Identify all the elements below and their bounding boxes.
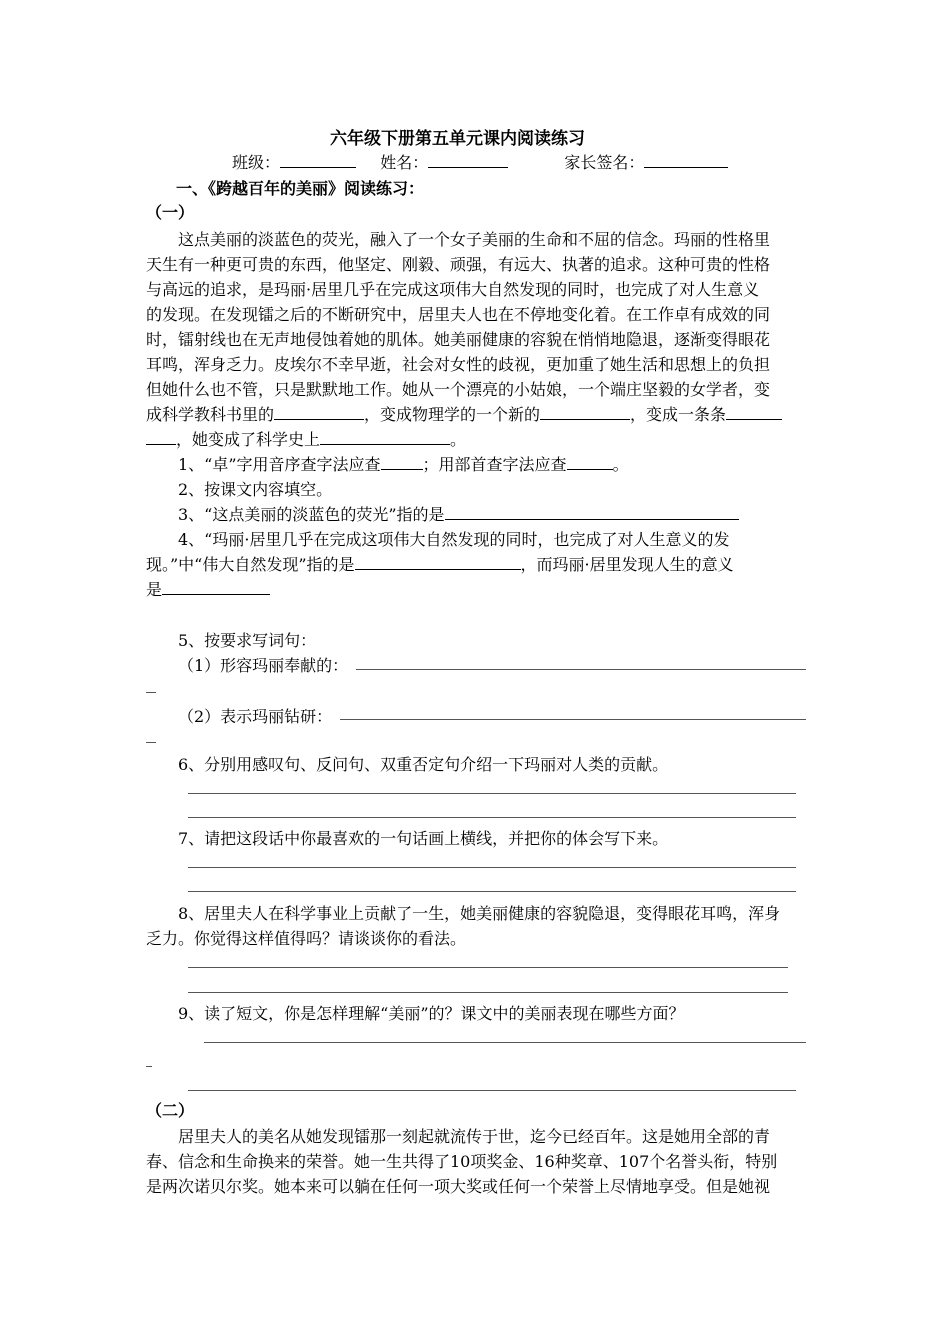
question-5-2: （2）表示玛丽钻研： — [178, 707, 333, 726]
passage-line: 的发现。在发现镭之后的不断研究中，居里夫人也在不停地变化着。在工作卓有成效的同 — [146, 305, 771, 324]
answer-line[interactable] — [188, 1090, 796, 1091]
answer-line[interactable] — [340, 719, 806, 720]
question-8-line: 8、居里夫人在科学事业上贡献了一生，她美丽健康的容貌隐退，变得眼花耳鸣，浑身 — [178, 904, 781, 923]
question-5-1: （1）形容玛丽奉献的： — [178, 656, 349, 675]
passage-fill-line — [146, 404, 782, 426]
answer-line[interactable] — [356, 669, 806, 670]
question-8-line: 乏力。你觉得这样值得吗？请谈谈你的看法。 — [146, 929, 467, 948]
answer-blank[interactable] — [381, 455, 423, 470]
answer-blank[interactable] — [162, 580, 270, 595]
question-6: 6、分别用感叹句、反问句、双重否定句介绍一下玛丽对人类的贡献。 — [178, 755, 669, 774]
part-two-label: （二） — [146, 1101, 195, 1120]
parent-signature-label: 家长签名： — [564, 153, 645, 172]
passage-text: ，她变成了科学史上 — [176, 430, 321, 449]
question-4-line: 4、“玛丽·居里几乎在完成这项伟大自然发现的同时，也完成了对人生意义的发 — [178, 530, 730, 549]
question-2: 2、按课文内容填空。 — [178, 480, 333, 499]
parent-signature-field[interactable] — [644, 153, 728, 168]
passage-text: ，变成一条条 — [630, 405, 727, 424]
passage-line: 时，镭射线也在无声地侵蚀着她的肌体。她美丽健康的容貌在悄悄地隐退，逐渐变得眼花 — [146, 330, 771, 349]
answer-line[interactable] — [146, 742, 156, 743]
question-text: 1、“卓”字用音序查字法应查 — [178, 455, 381, 474]
passage-line: 天生有一种更可贵的东西，他坚定、刚毅、顽强，有远大、执著的追求。这种可贵的性格 — [146, 255, 771, 274]
fill-blank[interactable] — [274, 405, 364, 420]
answer-line[interactable] — [146, 692, 156, 693]
answer-blank[interactable] — [355, 555, 521, 570]
passage-line: 但她什么也不管，只是默默地工作。她从一个漂亮的小姑娘，一个端庄坚毅的女学者，变 — [146, 380, 771, 399]
answer-line[interactable] — [188, 967, 788, 968]
answer-line[interactable] — [146, 1066, 152, 1067]
passage2-line: 春、信念和生命换来的荣誉。她一生共得了10项奖金、16种奖章、107个名誉头衔，特别 — [146, 1152, 778, 1171]
answer-line[interactable] — [188, 891, 796, 892]
section-heading: 一、《跨越百年的美丽》阅读练习： — [176, 179, 425, 198]
answer-line[interactable] — [204, 1042, 806, 1043]
class-field[interactable] — [280, 153, 356, 168]
answer-blank[interactable] — [567, 455, 613, 470]
passage2-line: 是两次诺贝尔奖。她本来可以躺在任何一项大奖或任何一个荣誉上尽情地享受。但是她视 — [146, 1177, 771, 1196]
fill-blank[interactable] — [146, 430, 176, 445]
question-text: 是 — [146, 580, 163, 599]
question-3 — [178, 504, 739, 526]
answer-line[interactable] — [188, 992, 788, 993]
question-4-line — [146, 579, 270, 601]
answer-line[interactable] — [188, 793, 796, 794]
question-text: 现。”中“伟大自然发现”指的是 — [146, 555, 355, 574]
fill-blank[interactable] — [726, 405, 782, 420]
class-label: 班级： — [232, 153, 281, 172]
passage-line: 这点美丽的淡蓝色的荧光，融入了一个女子美丽的生命和不屈的信念。玛丽的性格里 — [178, 230, 771, 249]
question-1 — [178, 454, 629, 476]
question-9: 9、读了短文，你是怎样理解“美丽”的？课文中的美丽表现在哪些方面？ — [178, 1004, 685, 1023]
question-5: 5、按要求写词句： — [178, 631, 317, 650]
passage2-line: 居里夫人的美名从她发现镭那一刻起就流传于世，迄今已经百年。这是她用全部的青 — [178, 1127, 771, 1146]
question-text: 3、“这点美丽的淡蓝色的荧光”指的是 — [178, 505, 445, 524]
header-fields — [232, 152, 728, 174]
question-4-line — [146, 554, 734, 576]
fill-blank[interactable] — [320, 430, 450, 445]
question-text: ；用部首查字法应查 — [422, 455, 567, 474]
name-field[interactable] — [428, 153, 508, 168]
name-label: 姓名： — [380, 153, 429, 172]
answer-line[interactable] — [188, 867, 796, 868]
question-text: 。 — [612, 455, 629, 474]
passage-fill-line — [146, 429, 466, 451]
answer-line[interactable] — [188, 817, 796, 818]
passage-text: 。 — [450, 430, 467, 449]
passage-line: 耳鸣，浑身乏力。皮埃尔不幸早逝，社会对女性的歧视，更加重了她生活和思想上的负担 — [146, 355, 771, 374]
passage-text: ，变成物理学的一个新的 — [364, 405, 541, 424]
question-7: 7、请把这段话中你最喜欢的一句话画上横线，并把你的体会写下来。 — [178, 829, 669, 848]
page-title: 六年级下册第五单元课内阅读练习 — [330, 129, 585, 149]
part-one-label: （一） — [146, 203, 195, 222]
fill-blank[interactable] — [540, 405, 630, 420]
answer-blank[interactable] — [445, 505, 739, 520]
passage-text: 成科学教科书里的 — [146, 405, 275, 424]
question-text: ，而玛丽·居里发现人生的意义 — [520, 555, 734, 574]
passage-line: 与高远的追求，是玛丽·居里几乎在完成这项伟大自然发现的同时，也完成了对人生意义 — [146, 280, 760, 299]
